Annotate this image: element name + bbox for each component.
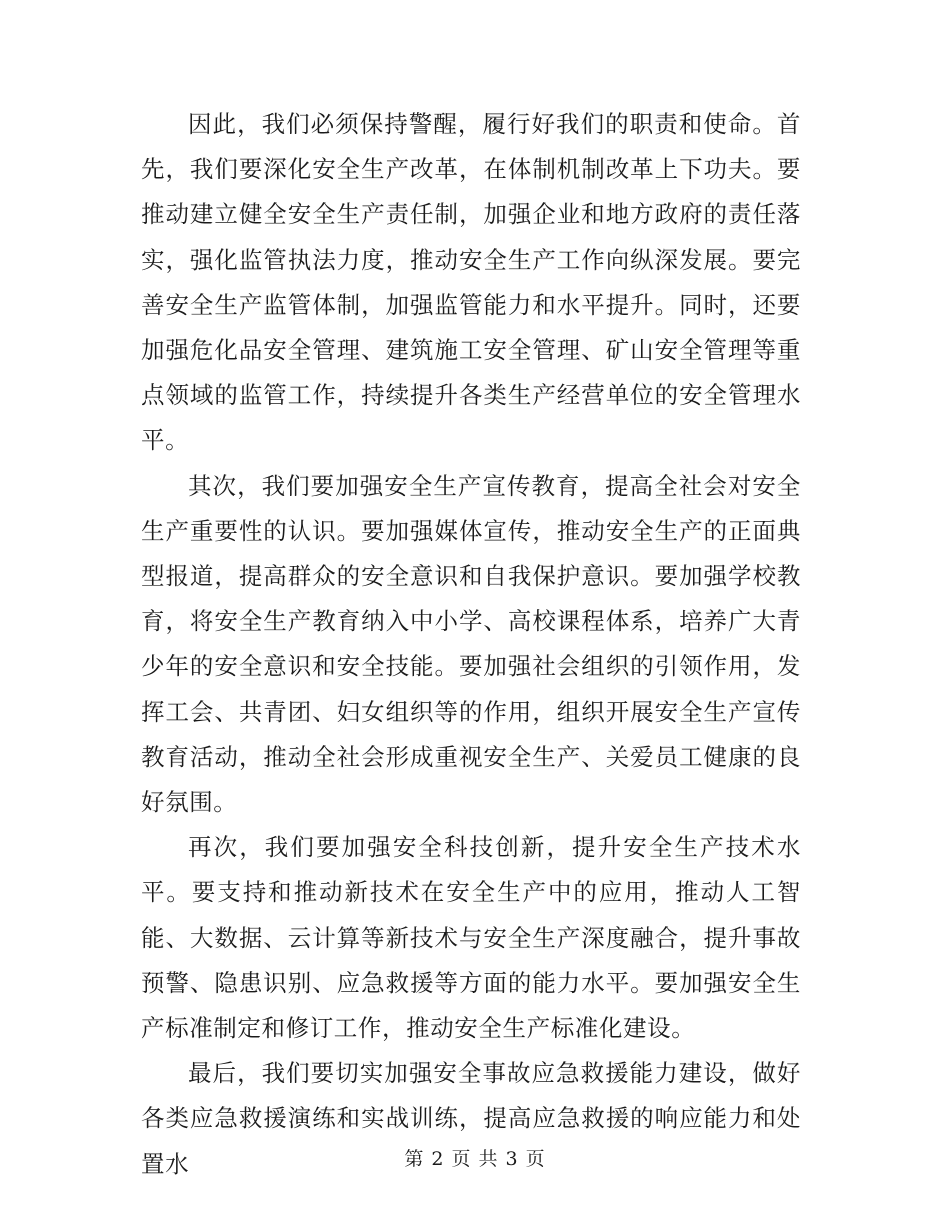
paragraph-2: 其次，我们要加强安全生产宣传教育，提高全社会对安全生产重要性的认识。要加强媒体宣传，推动安全生产的正面典型报道，提高群众的安全意识和自我保护意识。要加强学校教育，将安全生产教育纳入中小学、高校课程体系，培养广大青少年的安全意识和安全技能。要加强社会组织的引领作用，发挥工会、共青团、妇女组织等的作用，组织开展安全生产宣传教育活动，推动全社会形成重视安全生产、关爱员工健康的良好氛围。 <box>141 471 801 817</box>
paragraph-3: 再次，我们要加强安全科技创新，提升安全生产技术水平。要支持和推动新技术在安全生产中的应用，推动人工智能、大数据、云计算等新技术与安全生产深度融合，提升事故预警、隐患识别、应急救援等方面的能力水平。要加强安全生产标准制定和修订工作，推动安全生产标准化建设。 <box>141 833 801 1043</box>
paragraph-4: 最后，我们要切实加强安全事故应急救援能力建设，做好各类应急救援演练和实战训练，提高应急救援的响应能力和处置水 <box>141 1059 801 1178</box>
paragraph-1: 因此，我们必须保持警醒，履行好我们的职责和使命。首先，我们要深化安全生产改革，在体制机制改革上下功夫。要推动建立健全安全生产责任制，加强企业和地方政府的责任落实，强化监管执法力度，推动安全生产工作向纵深发展。要完善安全生产监管体制，加强监管能力和水平提升。同时，还要加强危化品安全管理、建筑施工安全管理、矿山安全管理等重点领域的监管工作，持续提升各类生产经营单位的安全管理水平。 <box>141 110 801 455</box>
document-body <box>141 102 801 1187</box>
page-number-footer: 第 2 页 共 3 页 <box>404 1148 546 1170</box>
